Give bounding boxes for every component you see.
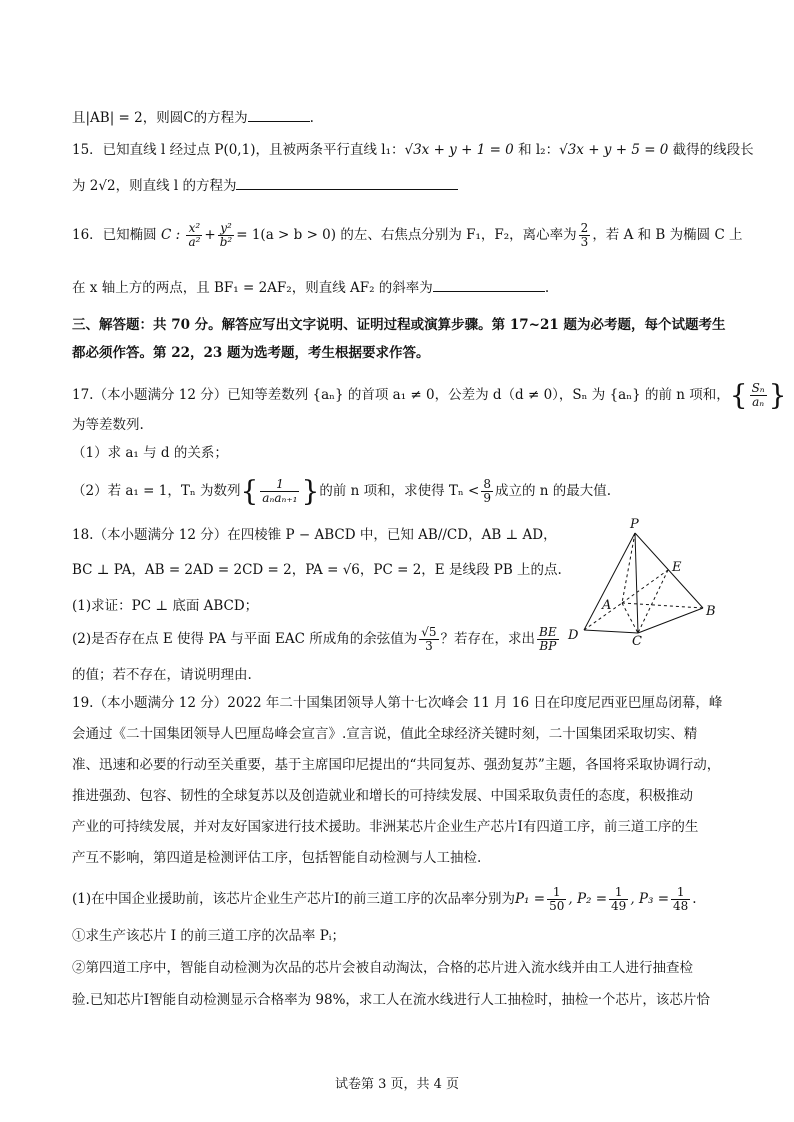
q15-line1: 15．已知直线 l 经过点 P(0,1)，且被两条平行直线 l₁：√3x + y + 1 = 0 和 l₂：√3x + y + 5 = 0 截得的线段长 bbox=[72, 142, 754, 158]
edge-DC bbox=[584, 630, 638, 633]
fraction: $\frac{\text{x²}}{\text{a²}}$ bbox=[188, 221, 201, 249]
label-E: E bbox=[672, 560, 682, 575]
q14-tail: 且|AB| = 2，则圆C的方程为 . bbox=[72, 107, 314, 128]
fraction: $\frac{BE}{BP}$ bbox=[539, 625, 557, 653]
q18-line5: 的值；若不存在，请说明理由. bbox=[72, 667, 252, 683]
q17-part1: （1）求 a₁ 与 d 的关系； bbox=[72, 445, 228, 461]
q15-line2: 为 2√2，则直线 l 的方程为 bbox=[72, 175, 458, 196]
label-P: P bbox=[630, 517, 639, 532]
q18-line1: 18.（本小题满分 12 分）在四棱锥 P − ABCD 中，已知 AB//CD，AB ⊥ AD， bbox=[72, 527, 557, 543]
q19-line2: 会通过《二十国集团领导人巴厘岛峰会宣言》.宣言说，值此全球经济关键时刻，二十国集团采取切实、精 bbox=[72, 726, 698, 742]
fraction: $\frac{8}{9}$ bbox=[483, 477, 491, 505]
edge-AC bbox=[622, 603, 638, 633]
fraction: $\frac{√5}{3}$ bbox=[421, 625, 437, 653]
answer-blank bbox=[236, 175, 458, 190]
q18-line2: BC ⊥ PA，AB = 2AD = 2CD = 2，PA = √6，PC = 2，E 是线段 PB 上的点. bbox=[72, 562, 562, 578]
edge-PB bbox=[635, 533, 703, 608]
edge-PC bbox=[635, 533, 638, 633]
fraction: $\frac{1}{48}$ bbox=[673, 885, 689, 913]
q19-item2: ②第四道工序中，智能自动检测为次品的芯片会被自动淘汰，合格的芯片进入流水线并由工人进行抽查检 bbox=[72, 960, 693, 976]
q19-line3: 准、迅速和必要的行动至关重要，基于主席国印尼提出的“共同复苏、强劲复苏”主题，各国将采取协调行动， bbox=[72, 757, 721, 773]
q18-part1: (1)求证：PC ⊥ 底面 ABCD； bbox=[72, 598, 259, 614]
fraction: $\frac{2}{3}$ bbox=[580, 221, 589, 249]
brace-icon: } bbox=[301, 474, 320, 508]
answer-blank bbox=[248, 107, 310, 122]
q19-item2-cont: 验.已知芯片Ⅰ智能自动检测显示合格率为 98%，求工人在流水线进行人工抽检时，抽检一个芯片，该芯片恰 bbox=[72, 992, 710, 1008]
q17-line1: 17.（本小题满分 12 分）已知等差数列 {aₙ} 的首项 a₁ ≠ 0，公差为 d（d ≠ 0），Sₙ 为 {aₙ} 的前 n 项和，{ $\frac{\text{Sₙ}}{\text{aₙ}}$ } bbox=[72, 378, 787, 412]
q19-line1: 19.（本小题满分 12 分）2022 年二十国集团领导人第十七次峰会 11 月 16 日在印度尼西亚巴厘岛闭幕，峰 bbox=[72, 695, 723, 711]
q18-part2: (2)是否存在点 E 使得 PA 与平面 EAC 所成角的余弦值为 $\frac{√5}{3}$ ？若存在，求出 $\frac{BE}{BP}$ bbox=[72, 625, 557, 653]
brace-icon: } bbox=[768, 378, 787, 412]
brace-icon: { bbox=[729, 378, 748, 412]
edge-AE bbox=[622, 570, 668, 603]
q17-part2: （2）若 a₁ = 1，Tₙ 为数列{ $\frac{1}{\text{aₙaₙ₊₁}}$ }的前 n 项和，求使得 Tₙ < $\frac{8}{9}$ 成立的 n 的最大值. bbox=[72, 474, 612, 508]
label-B: B bbox=[706, 604, 716, 619]
label-A: A bbox=[602, 598, 612, 613]
q19-line5: 产业的可持续发展，并对友好国家进行技术援助。非洲某芯片企业生产芯片Ⅰ有四道工序，前三道工序的生 bbox=[72, 819, 699, 835]
fraction: $\frac{1}{50}$ bbox=[549, 885, 565, 913]
q19-part1: (1)在中国企业援助前，该芯片企业生产芯片Ⅰ的前三道工序的次品率分别为P₁ = $\frac{1}{50}$ , P₂ = $\frac{1}{49}$ , P₃ = $\frac{1}{48}$ . bbox=[72, 885, 697, 913]
q16-line1: 16．已知椭圆 C : $\frac{\text{x²}}{\text{a²}}$ + $\frac{\text{y²}}{\text{b²}}$ = 1(a > b > 0) 的左、右焦点分别为 F₁，F₂，离心率为 $\frac{2}{3}$ ，若 A 和 B 为椭圆 C 上 bbox=[72, 221, 743, 249]
fraction: $\frac{1}{49}$ bbox=[611, 885, 627, 913]
pyramid-figure bbox=[560, 515, 730, 645]
q17-line2: 为等差数列. bbox=[72, 417, 144, 433]
fraction: $\frac{\text{y²}}{\text{b²}}$ bbox=[219, 221, 233, 249]
answer-blank bbox=[433, 277, 545, 292]
section-3-heading-cont: 都必须作答。第 22，23 题为选考题，考生根据要求作答。 bbox=[72, 345, 430, 361]
edge-PA bbox=[622, 533, 635, 603]
q19-line4: 推进强劲、包容、韧性的全球复苏以及创造就业和增长的可持续发展、中国采取负责任的态度，积极推动 bbox=[72, 788, 693, 804]
fraction: $\frac{\text{Sₙ}}{\text{aₙ}}$ bbox=[751, 381, 765, 409]
edge-AB bbox=[622, 603, 703, 608]
label-C: C bbox=[632, 634, 642, 645]
edge-PD bbox=[584, 533, 635, 630]
fraction: $\frac{1}{\text{aₙaₙ₊₁}}$ bbox=[262, 477, 298, 505]
section-3-heading: 三、解答题：共 70 分。解答应写出文字说明、证明过程或演算步骤。第 17~21 题为必考题，每个试题考生 bbox=[72, 317, 726, 333]
edge-CB bbox=[638, 608, 703, 633]
q19-item1: ①求生产该芯片 I 的前三道工序的次品率 Pᵢ； bbox=[72, 928, 346, 944]
label-D: D bbox=[568, 628, 579, 643]
q16-line2: 在 x 轴上方的两点，且 BF₁ = 2AF₂，则直线 AF₂ 的斜率为 . bbox=[72, 277, 549, 298]
brace-icon: { bbox=[240, 474, 259, 508]
page-footer: 试卷第 3 页，共 4 页 bbox=[334, 1077, 460, 1092]
q19-line6: 产互不影响，第四道是检测评估工序，包括智能自动检测与人工抽检. bbox=[72, 850, 482, 866]
